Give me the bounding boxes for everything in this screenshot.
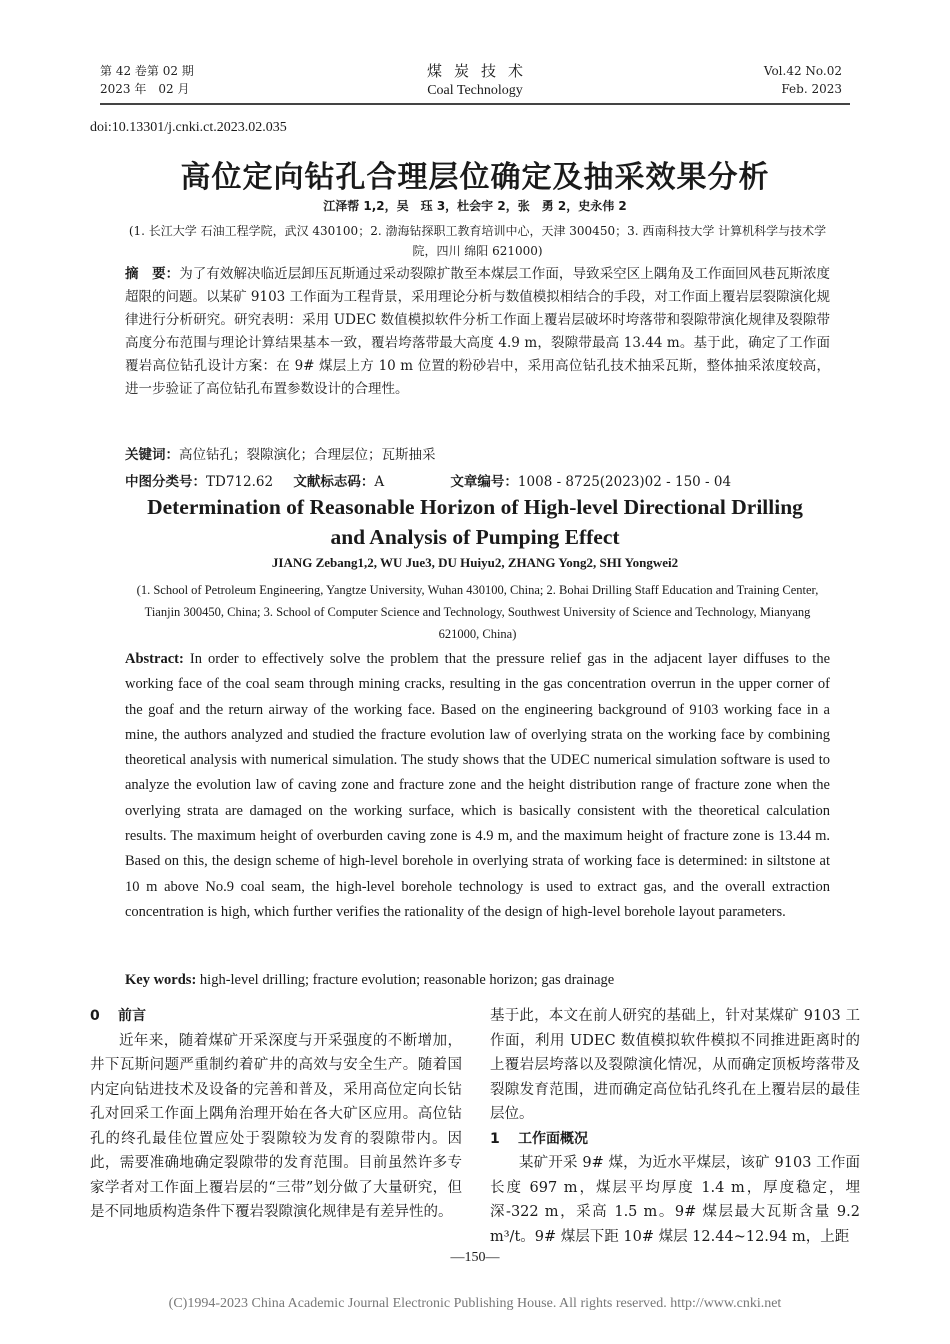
classification-line — [125, 470, 830, 490]
header-date-cn: 2023 年 02 月 — [100, 82, 190, 96]
header-divider — [100, 103, 850, 105]
section-1-heading — [490, 1127, 860, 1152]
doi[interactable]: doi:10.13301/j.cnki.ct.2023.02.035 — [90, 120, 287, 135]
affiliation-cn: (1. 长江大学 石油工程学院，武汉 430100；2. 渤海钻探职工教育培训中心，天津 300450；3. 西南科技大学 计算机科学与技术学院，四川 绵阳 621000) — [128, 224, 827, 258]
section-0-title: 前言 — [118, 1008, 146, 1024]
journal-name-cn: 煤炭技术 — [426, 62, 535, 80]
section-0-paragraph: 近年来，随着煤矿开采深度与开采强度的不断增加，井下瓦斯问题严重制约着矿井的高效与安全生产。随着国内定向钻进技术及设备的完善和普及，采用高位定向长钻孔对回采工作面上隅角治理开始在各大矿区应用。高位钻孔的终孔最佳位置应处于裂隙较为发育的裂隙带内。因此，需要准确地确定裂隙带的发育范围。目前虽然许多专家学者对工作面上覆岩层的“三带”划分做了大量研究，但是不同地质构造条件下覆岩裂隙演化规律是有差异性的。 — [90, 1032, 462, 1220]
header-volume: 第 42 卷第 02 期 — [100, 64, 194, 78]
affiliation-en: (1. School of Petroleum Engineering, Yangtze University, Wuhan 430100, China; 2. Bohai Drilling Staff Education and Training Center, Tianjin 300450, China; 3. School of Computer Science and Technology, Southwest University of Science and Technology, Mianyang 621000, China) — [136, 583, 819, 641]
article-no-label: 文章编号： — [450, 474, 518, 490]
keywords-cn-text: 高位钻孔；裂隙演化；合理层位；瓦斯抽采 — [179, 447, 436, 463]
journal-name-en: Coal Technology — [427, 83, 523, 98]
section-0-number: 0 — [90, 1008, 100, 1024]
copyright-footer: (C)1994-2023 China Academic Journal Electronic Publishing House. All rights reserved. http://www.cnki.net — [168, 1296, 782, 1311]
keywords-en-text: high-level drilling; fracture evolution; reasonable horizon; gas drainage — [199, 972, 615, 988]
keywords-cn — [125, 443, 830, 463]
body-left-column — [90, 1004, 462, 1225]
page-number: —150— — [450, 1250, 500, 1265]
paper-title-cn: 高位定向钻孔合理层位确定及抽采效果分析 — [180, 160, 770, 195]
header-volume-en: Vol.42 No.02 — [763, 64, 842, 78]
abstract-en — [125, 647, 830, 925]
body-right-column — [490, 1004, 860, 1249]
keywords-en — [125, 972, 830, 989]
abstract-en-label: Abstract: — [125, 651, 184, 667]
header-date-en: Feb. 2023 — [781, 82, 842, 96]
abstract-cn-text: 为了有效解决临近层卸压瓦斯通过采动裂隙扩散至本煤层工作面，导致采空区上隅角及工作面回风巷瓦斯浓度超限的问题。以某矿 9103 工作面为工程背景，采用理论分析与数值模拟相结合的手段，对工作面上覆岩层裂隙演化规律进行分析研究。研究表明：采用 UDEC 数值模拟软件分析工作面上覆岩层破坏时垮落带和裂隙带演化规律及裂隙带高度分布范围与理论计算结果基本一致，覆岩垮落带最大高度 4.9 m，裂隙带最高 13.44 m。基于此，确定了工作面覆岩高位钻孔设计方案：在 9# 煤层上方 10 m 位置的粉砂岩中，采用高位钻孔技术抽采瓦斯，整体抽采浓度较高，进一步验证了高位钻孔布置参数设计的合理性。 — [125, 266, 831, 397]
doc-code-label: 文献标志码： — [293, 474, 375, 490]
doc-code-value: A — [374, 474, 385, 490]
authors-cn: 江泽帮 1,2，吴 珏 3，杜会宇 2，张 勇 2，史永伟 2 — [323, 199, 627, 213]
paper-title-en-line2: and Analysis of Pumping Effect — [330, 525, 620, 549]
keywords-en-label: Key words: — [125, 972, 197, 988]
keywords-cn-label: 关键词： — [125, 447, 179, 463]
section-0-heading — [90, 1004, 462, 1029]
right-column-paragraph: 基于此，本文在前人研究的基础上，针对某煤矿 9103 工作面，利用 UDEC 数值模拟软件模拟不同推进距离时的上覆岩层垮落以及裂隙演化情况，从而确定顶板垮落带及裂隙发育范围，进而确定高位钻孔终孔在上覆岩层的最佳层位。 — [490, 1008, 860, 1122]
clc-label: 中图分类号： — [125, 474, 206, 490]
authors-en: JIANG Zebang1,2, WU Jue3, DU Huiyu2, ZHANG Yong2, SHI Yongwei2 — [271, 555, 679, 570]
paper-title-en — [0, 492, 950, 552]
abstract-en-text: In order to effectively solve the problem that the pressure relief gas in the adjacent layer diffuses to the working face of the coal seam through mining cracks, resulting in the gas concentration overrun in the upper corner of the goaf and the return airway of the working face. Based on the engineering background of 9103 working face in a mine, the authors analyzed and studied the fracture evolution law of overlying strata on the working face by combining theoretical analysis with numerical simulation. The study shows that the UDEC numerical simulation software is used to analyze the evolution law of caving zone and fracture zone and the height distribution range of fracture zone when the overlying strata are damaged on the working surface, which is basically consistent with the theoretical calculation results. The maximum height of overburden caving zone is 4.9 m, and the maximum height of fracture zone is 13.44 m. Based on this, the design scheme of high-level borehole in overlying strata of working face is determined: in siltstone at 10 m above No.9 coal seam, the high-level borehole technology is used to extract gas, and the overall extraction concentration is high, which further verifies the rationality of the design of high-level borehole layout parameters. — [125, 651, 831, 920]
abstract-cn — [125, 263, 830, 401]
paper-title-en-line1: Determination of Reasonable Horizon of High-level Directional Drilling — [147, 495, 803, 519]
section-1-title: 工作面概况 — [518, 1130, 588, 1147]
article-no-value: 1008 - 8725(2023)02 - 150 - 04 — [517, 474, 732, 490]
header-volume-info-en — [764, 62, 842, 98]
section-1-number: 1 — [490, 1130, 500, 1147]
clc-value: TD712.62 — [206, 474, 274, 490]
abstract-cn-label: 摘 要： — [125, 266, 180, 282]
section-1-paragraph: 某矿开采 9# 煤，为近水平煤层，该矿 9103 工作面长度 697 m，煤层平均厚度 1.4 m，厚度稳定，埋深-322 m，采高 1.5 m。9# 煤层最大瓦斯含量 9.2 m³/t。9# 煤层下距 10# 煤层 12.44~12.94 m，上距 — [490, 1155, 860, 1245]
